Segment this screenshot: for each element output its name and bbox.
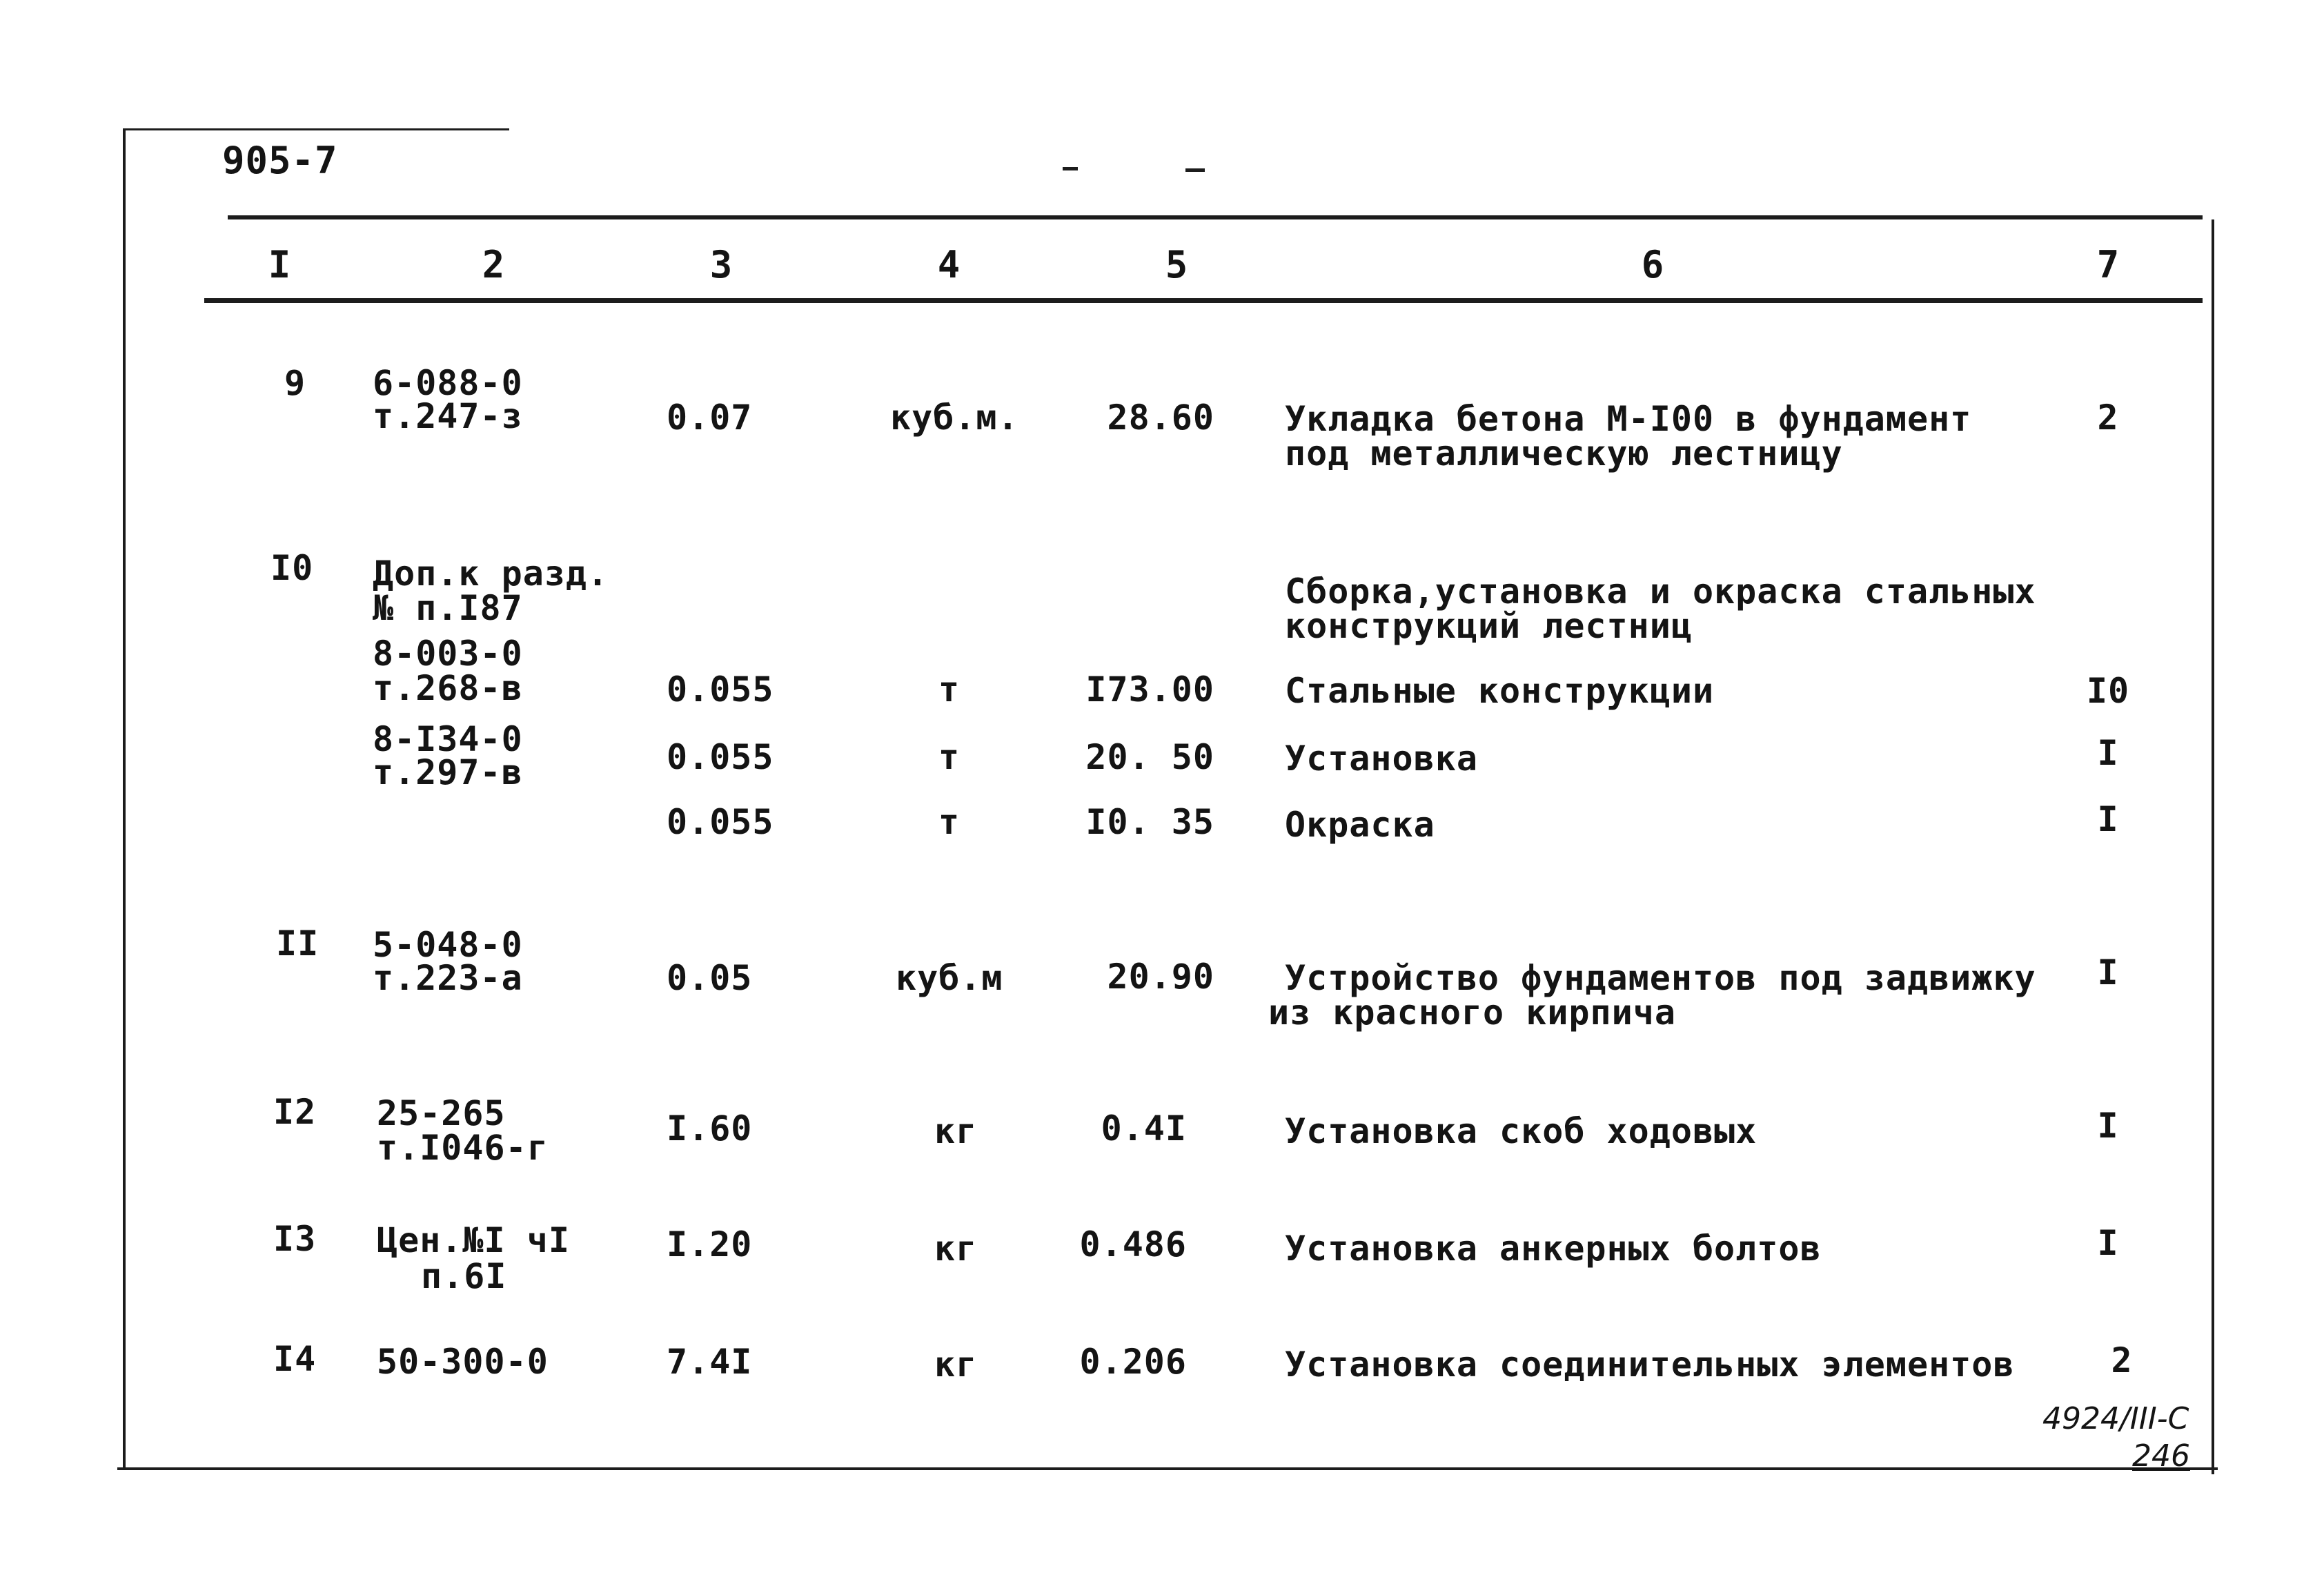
dash-mark (1063, 167, 1078, 170)
work-description: Сборка,установка и окраска стальных (1285, 571, 2036, 612)
norm-code: 25-265 (377, 1093, 506, 1133)
price: I0. 35 (1085, 802, 1214, 842)
column-header-7: 7 (2096, 243, 2120, 286)
quantity: 0.055 (667, 802, 774, 842)
column-7-value: 2 (2097, 398, 2119, 438)
column-header-4: 4 (937, 243, 961, 286)
column-7-value: I (2097, 952, 2119, 993)
norm-table: № п.I87 (373, 588, 523, 628)
norm-code: 6-088-0 (373, 363, 523, 403)
norm-table: т.223-а (373, 958, 523, 998)
unit: т (938, 802, 961, 842)
column-7-value: I (2097, 733, 2119, 773)
frame-right-border (2212, 219, 2214, 1474)
norm-code: Цен.№I чI (377, 1220, 570, 1260)
work-description: Окраска (1285, 805, 1435, 845)
row-number: I4 (273, 1339, 317, 1379)
column-7-value: I (2097, 1223, 2119, 1263)
work-description-cont: конструкций лестниц (1285, 606, 1693, 646)
column-header-5: 5 (1165, 243, 1188, 286)
work-description: Установка скоб ходовых (1285, 1111, 1757, 1151)
sheet-number-stamp: 246 (2132, 1438, 2190, 1474)
unit: кг (934, 1229, 978, 1269)
work-description: Укладка бетона М-I00 в фундамент (1285, 399, 1972, 439)
price: 20. 50 (1085, 737, 1214, 777)
quantity: 0.055 (667, 670, 774, 710)
archive-number-stamp: 4924/III-C (2042, 1401, 2189, 1436)
column-header-1: I (268, 243, 291, 286)
price: 28.60 (1107, 398, 1214, 438)
norm-code: 8-003-0 (373, 634, 523, 674)
frame-top-border (123, 128, 509, 130)
price: I73.00 (1085, 670, 1214, 710)
norm-code: 50-300-0 (377, 1342, 549, 1382)
column-header-2: 2 (482, 243, 505, 286)
work-description: Установка соединительных элементов (1285, 1345, 2015, 1385)
column-7-value: 2 (2111, 1340, 2133, 1380)
work-description: Установка анкерных болтов (1285, 1229, 1822, 1269)
work-description: Стальные конструкции (1285, 671, 1715, 711)
column-header-6: 6 (1641, 243, 1664, 286)
price: 0.486 (1079, 1224, 1187, 1264)
column-7-value: I (2097, 799, 2119, 839)
price: 0.4I (1101, 1108, 1187, 1149)
norm-code: 8-I34-0 (373, 719, 523, 759)
row-number: I2 (273, 1092, 317, 1132)
row-number: II (276, 923, 319, 964)
quantity: I.60 (667, 1108, 753, 1149)
column-header-3: 3 (709, 243, 733, 286)
norm-code: 5-048-0 (373, 925, 523, 965)
header-bottom-rule (204, 298, 2203, 303)
frame-bottom-border (117, 1467, 2218, 1470)
unit: т (938, 670, 961, 710)
unit: куб.м. (890, 398, 1019, 438)
unit: кг (934, 1345, 978, 1385)
row-number: I0 (270, 548, 314, 588)
column-7-value: I0 (2086, 671, 2130, 711)
header-top-rule (228, 215, 2203, 219)
quantity: 0.055 (667, 737, 774, 777)
column-7-value: I (2097, 1106, 2119, 1146)
dash-mark (1185, 168, 1205, 172)
quantity: 0.07 (667, 398, 753, 438)
norm-table: т.247-з (373, 396, 523, 436)
quantity: 0.05 (667, 958, 753, 998)
frame-left-border (123, 128, 126, 1467)
price: 0.206 (1079, 1342, 1187, 1382)
norm-table: т.I046-г (377, 1128, 549, 1168)
norm-table: т.297-в (373, 752, 523, 792)
price: 20.90 (1107, 957, 1214, 997)
work-description: Устройство фундаментов под задвижку (1285, 958, 2036, 998)
quantity: 7.4I (667, 1342, 753, 1382)
norm-code: Доп.к разд. (373, 554, 609, 594)
unit: куб.м (896, 958, 1003, 998)
unit: кг (934, 1111, 978, 1151)
quantity: I.20 (667, 1224, 753, 1264)
work-description: Установка (1285, 739, 1478, 779)
unit: т (938, 737, 961, 777)
work-description-cont: из красного кирпича (1268, 993, 1676, 1033)
doc-code: 905-7 (222, 139, 338, 182)
work-description-cont: под металлическую лестницу (1285, 433, 1843, 473)
norm-table: п.6I (421, 1256, 507, 1296)
row-number: I3 (273, 1219, 317, 1259)
row-number: 9 (284, 363, 306, 403)
norm-table: т.268-в (373, 668, 523, 708)
